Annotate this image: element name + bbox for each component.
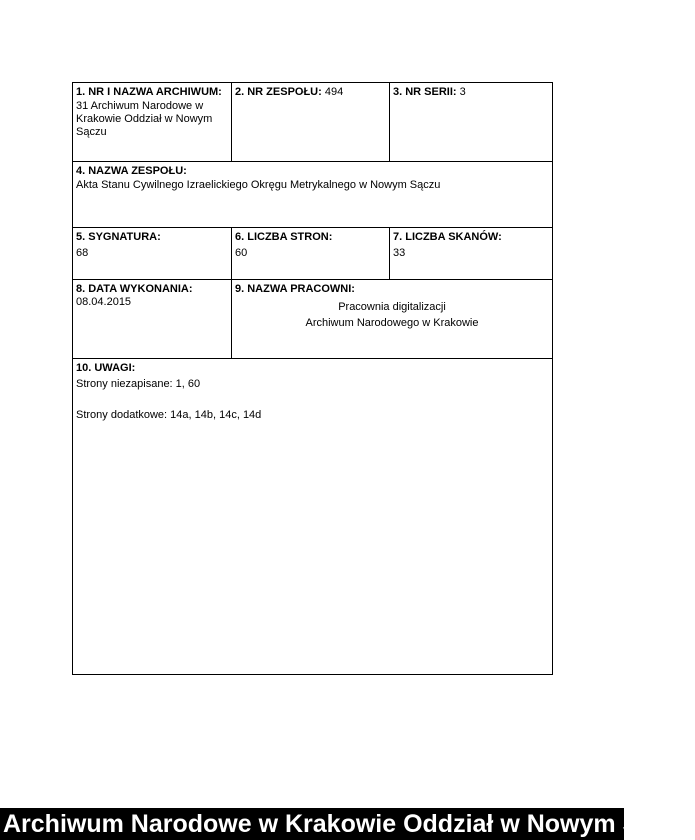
row-archive [73, 83, 552, 162]
fonds-number-label: 2. NR ZESPOŁU: [235, 86, 322, 98]
page-count-value: 60 [235, 247, 248, 259]
series-number-value: 3 [459, 86, 466, 98]
notes-label: 10. UWAGI: [76, 362, 136, 374]
archive-footer-banner: Archiwum Narodowe w Krakowie Oddział w Nowym Sączu [0, 808, 624, 840]
workshop-label: 9. NAZWA PRACOWNI: [235, 283, 355, 295]
archive-value: 31 Archiwum Narodowe w Krakowie Oddział w Nowym Sączu [76, 100, 213, 138]
cell-date [73, 280, 231, 358]
notes-line-1: Strony niezapisane: 1, 60 [76, 378, 201, 390]
workshop-line-1: Pracownia digitalizacji [338, 301, 446, 313]
cell-workshop [231, 280, 552, 358]
archive-label: 1. NR I NAZWA ARCHIWUM: [76, 86, 222, 98]
cell-fonds-number [231, 83, 389, 161]
row-fonds-name [73, 162, 552, 228]
cell-page-count [231, 228, 389, 279]
row-notes [73, 359, 552, 674]
signature-value: 68 [76, 247, 89, 259]
workshop-line-2: Archiwum Narodowego w Krakowie [305, 317, 479, 329]
cell-fonds-name [73, 162, 552, 227]
row-execution [73, 280, 552, 359]
notes-line-2: Strony dodatkowe: 14a, 14b, 14c, 14d [76, 409, 262, 421]
cell-signature [73, 228, 231, 279]
date-value: 08.04.2015 [76, 296, 132, 308]
cell-series-number [389, 83, 552, 161]
cell-notes [73, 359, 552, 674]
fonds-name-value: Akta Stanu Cywilnego Izraelickiego Okręgu Metrykalnego w Nowym Sączu [76, 179, 441, 191]
cell-scan-count [389, 228, 552, 279]
signature-label: 5. SYGNATURA: [76, 231, 161, 243]
metadata-form [72, 82, 553, 675]
cell-archive [73, 83, 231, 161]
scan-count-value: 33 [393, 247, 406, 259]
scan-count-label: 7. LICZBA SKANÓW: [393, 231, 502, 243]
row-counts [73, 228, 552, 280]
page-count-label: 6. LICZBA STRON: [235, 231, 333, 243]
date-label: 8. DATA WYKONANIA: [76, 283, 193, 295]
fonds-name-label: 4. NAZWA ZESPOŁU: [76, 165, 187, 177]
series-number-label: 3. NR SERII: [393, 86, 457, 98]
fonds-number-value: 494 [324, 86, 344, 98]
